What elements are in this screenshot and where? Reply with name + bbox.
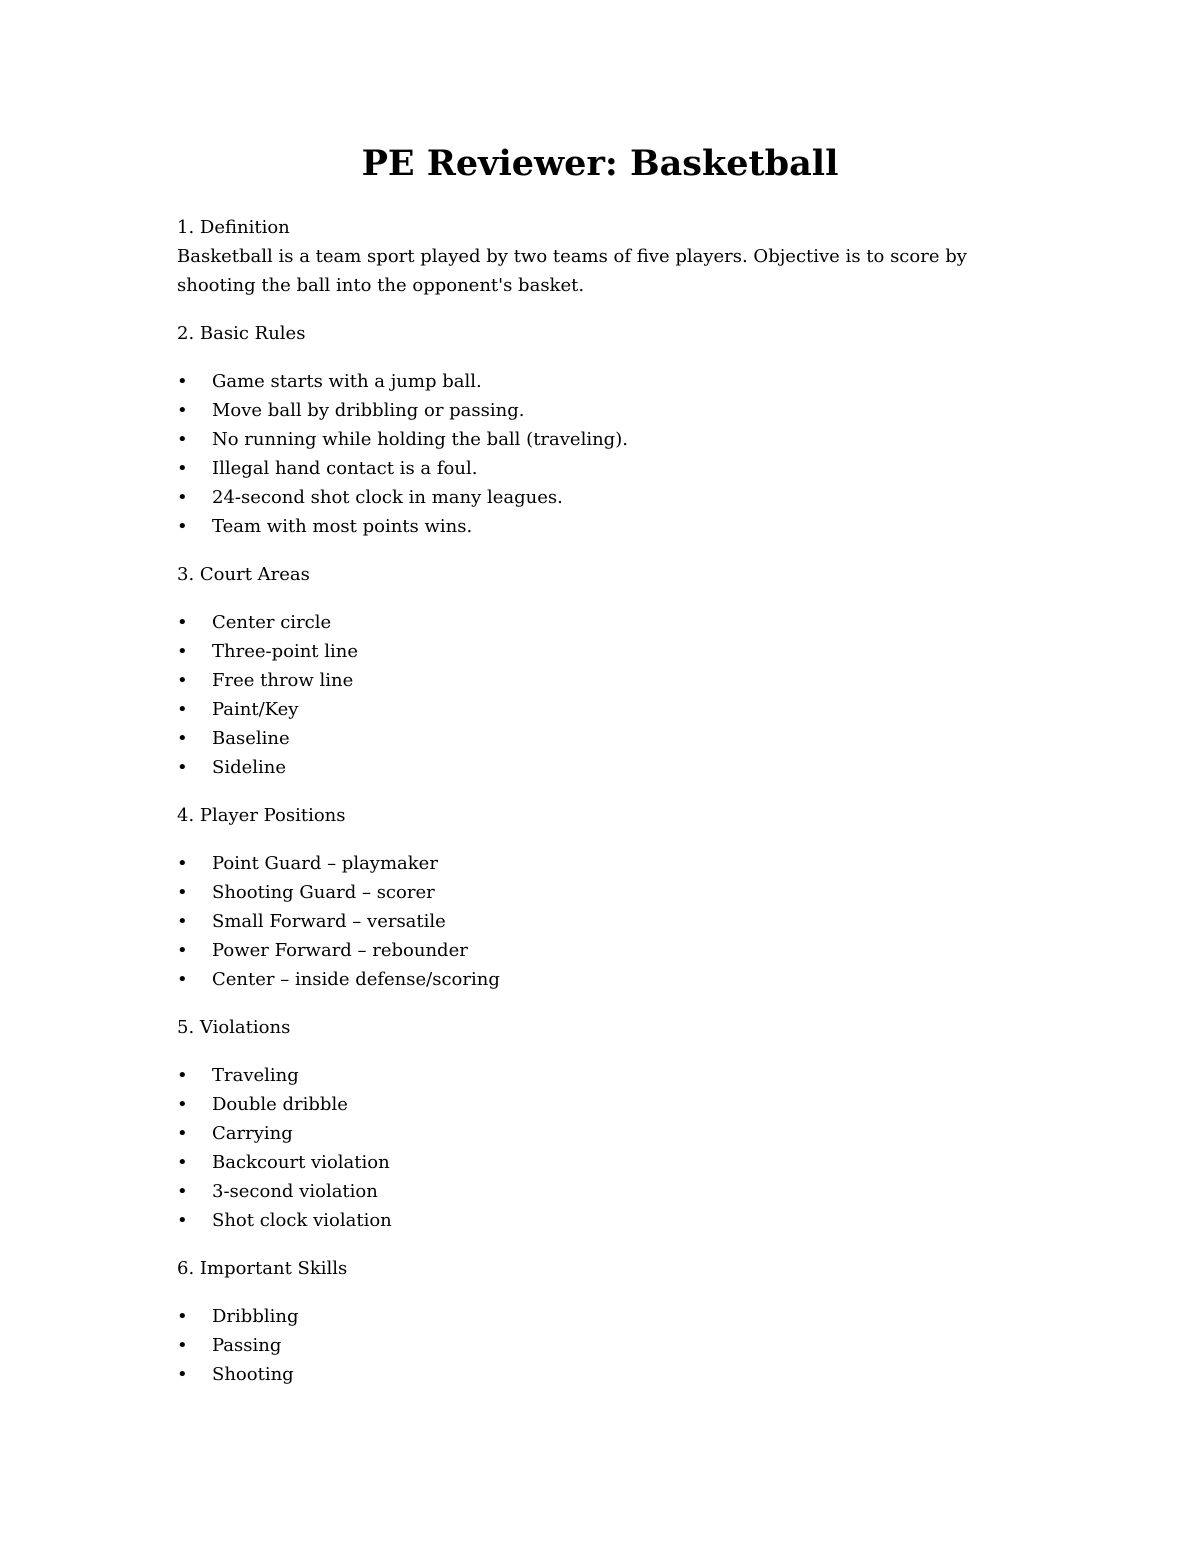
bullet-icon: •	[177, 487, 188, 508]
spacer	[177, 1235, 977, 1254]
list-item-text: Free throw line	[212, 670, 354, 691]
bullet-icon: •	[177, 1094, 188, 1115]
list-item-text: Game starts with a jump ball.	[212, 371, 482, 392]
list-item	[177, 1302, 977, 1331]
list-item-text: Dribbling	[212, 1306, 299, 1327]
list-item-text: Point Guard – playmaker	[212, 853, 438, 874]
bullet-icon: •	[177, 670, 188, 691]
bullet-icon: •	[177, 400, 188, 421]
bullet-icon: •	[177, 699, 188, 720]
spacer	[177, 348, 977, 367]
list-item	[177, 367, 977, 396]
bullet-icon: •	[177, 429, 188, 450]
list-item	[177, 1331, 977, 1360]
list-item	[177, 907, 977, 936]
section-heading: 1. Definition	[177, 217, 290, 238]
list-item	[177, 483, 977, 512]
section-court-areas	[177, 560, 977, 782]
bullet-list	[177, 367, 977, 541]
list-item	[177, 936, 977, 965]
document-title: PE Reviewer: Basketball	[361, 143, 839, 184]
list-item	[177, 637, 977, 666]
list-item-text: Three-point line	[212, 641, 359, 662]
list-item-text: Carrying	[212, 1123, 293, 1144]
section-heading: 2. Basic Rules	[177, 323, 306, 344]
list-item	[177, 425, 977, 454]
bullet-icon: •	[177, 371, 188, 392]
list-item-text: Sideline	[212, 757, 287, 778]
bullet-list	[177, 1061, 977, 1235]
list-item-text: Double dribble	[212, 1094, 348, 1115]
bullet-icon: •	[177, 969, 188, 990]
bullet-icon: •	[177, 728, 188, 749]
bullet-icon: •	[177, 1306, 188, 1327]
list-item	[177, 1177, 977, 1206]
bullet-icon: •	[177, 1065, 188, 1086]
list-item-text: 3-second violation	[212, 1181, 378, 1202]
bullet-icon: •	[177, 853, 188, 874]
bullet-icon: •	[177, 882, 188, 903]
list-item	[177, 1206, 977, 1235]
section-heading: 5. Violations	[177, 1017, 291, 1038]
list-item-text: Small Forward – versatile	[212, 911, 446, 932]
list-item	[177, 396, 977, 425]
list-item	[177, 512, 977, 541]
bullet-icon: •	[177, 458, 188, 479]
section-player-positions	[177, 801, 977, 994]
bullet-icon: •	[177, 757, 188, 778]
spacer	[177, 589, 977, 608]
list-item-text: Team with most points wins.	[212, 516, 473, 537]
bullet-list	[177, 1302, 977, 1389]
list-item-text: Illegal hand contact is a foul.	[212, 458, 478, 479]
list-item-text: Power Forward – rebounder	[212, 940, 468, 961]
section-definition	[177, 213, 977, 300]
section-important-skills	[177, 1254, 977, 1389]
definition-paragraph: Basketball is a team sport played by two teams of five players. Objective is to score by shooting the ball into the opponent's basket.	[177, 246, 967, 296]
bullet-icon: •	[177, 911, 188, 932]
list-item	[177, 724, 977, 753]
section-heading: 4. Player Positions	[177, 805, 346, 826]
list-item	[177, 608, 977, 637]
list-item-text: Backcourt violation	[212, 1152, 390, 1173]
list-item-text: Center – inside defense/scoring	[212, 969, 500, 990]
list-item-text: Shot clock violation	[212, 1210, 392, 1231]
spacer	[177, 994, 977, 1013]
list-item-text: Passing	[212, 1335, 282, 1356]
bullet-icon: •	[177, 1123, 188, 1144]
list-item-text: Shooting Guard – scorer	[212, 882, 435, 903]
list-item	[177, 753, 977, 782]
list-item-text: Shooting	[212, 1364, 294, 1385]
bullet-icon: •	[177, 641, 188, 662]
section-heading: 3. Court Areas	[177, 564, 310, 585]
spacer	[177, 300, 977, 319]
list-item	[177, 965, 977, 994]
spacer	[177, 541, 977, 560]
bullet-icon: •	[177, 1181, 188, 1202]
bullet-icon: •	[177, 612, 188, 633]
list-item	[177, 666, 977, 695]
bullet-icon: •	[177, 940, 188, 961]
list-item-text: Move ball by dribbling or passing.	[212, 400, 525, 421]
bullet-list	[177, 608, 977, 782]
bullet-icon: •	[177, 1364, 188, 1385]
spacer	[177, 782, 977, 801]
bullet-list	[177, 849, 977, 994]
document-body	[177, 213, 977, 1389]
list-item-text: Paint/Key	[212, 699, 299, 720]
list-item	[177, 1148, 977, 1177]
list-item	[177, 1360, 977, 1389]
list-item	[177, 1061, 977, 1090]
list-item-text: No running while holding the ball (traveling).	[212, 429, 628, 450]
bullet-icon: •	[177, 516, 188, 537]
bullet-icon: •	[177, 1152, 188, 1173]
list-item	[177, 454, 977, 483]
list-item-text: Center circle	[212, 612, 332, 633]
list-item	[177, 878, 977, 907]
section-violations	[177, 1013, 977, 1235]
list-item	[177, 849, 977, 878]
list-item	[177, 1119, 977, 1148]
list-item	[177, 1090, 977, 1119]
spacer	[177, 1283, 977, 1302]
bullet-icon: •	[177, 1210, 188, 1231]
list-item	[177, 695, 977, 724]
list-item-text: Traveling	[212, 1065, 299, 1086]
list-item-text: 24-second shot clock in many leagues.	[212, 487, 563, 508]
spacer	[177, 830, 977, 849]
list-item-text: Baseline	[212, 728, 290, 749]
bullet-icon: •	[177, 1335, 188, 1356]
section-heading: 6. Important Skills	[177, 1258, 348, 1279]
spacer	[177, 1042, 977, 1061]
section-basic-rules	[177, 319, 977, 541]
